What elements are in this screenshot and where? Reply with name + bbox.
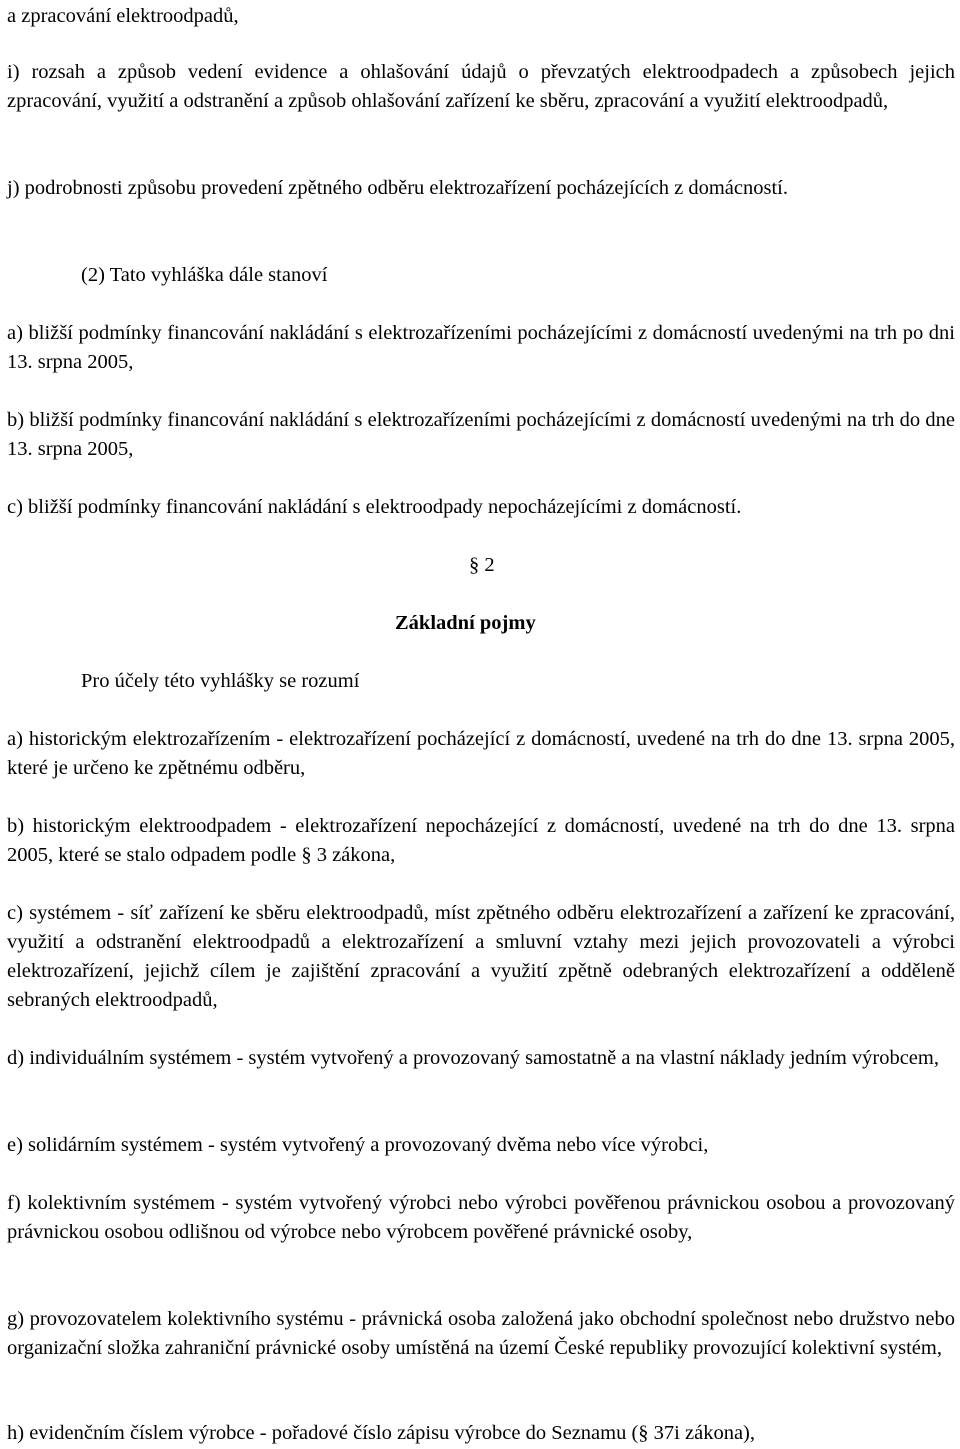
paragraph-i: i) rozsah a způsob vedení evidence a ohlašování údajů o převzatých elektroodpadech a způsobech jejich zpracování, využití a odstranění a způsob ohlašování zařízení ke sběru, zpracování a využití elektroodpadů,: [7, 61, 955, 112]
definition-e: e) solidárním systémem - systém vytvořený a provozovaný dvěma nebo více výrobci,: [7, 1134, 709, 1156]
definition-h: h) evidenčním číslem výrobce - pořadové číslo zápisu výrobce do Seznamu (§ 37i zákona),: [7, 1422, 755, 1444]
paragraph-j: j) podrobnosti způsobu provedení zpětného odběru elektrozařízení pocházejících z domácností.: [7, 177, 789, 199]
definition-d: d) individuálním systémem - systém vytvořený a provozovaný samostatně a na vlastní náklady jedním výrobcem,: [7, 1047, 939, 1069]
definition-f: f) kolektivním systémem - systém vytvořený výrobci nebo výrobci pověřenou právnickou osobou a provozovaný právnickou osobou odlišnou od výrobce nebo výrobcem pověřené právnické osoby,: [7, 1192, 955, 1243]
definition-c: c) systémem - síť zařízení ke sběru elektroodpadů, míst zpětného odběru elektrozařízení a zařízení ke zpracování, využití a odstranění elektroodpadů a elektrozařízení a smluvní vztahy mezi jejich provozovateli a výrobci elektrozařízení, jejichž cílem je zajištění zpracování a využití zpětně odebraných elektrozařízení a odděleně sebraných elektroodpadů,: [7, 902, 955, 1011]
section-number: § 2: [469, 554, 495, 576]
paragraph-2-intro: (2) Tato vyhláška dále stanoví: [81, 264, 328, 286]
definition-b: b) historickým elektroodpadem - elektrozařízení nepocházející z domácností, uvedené na trh do dne 13. srpna 2005, které se stalo odpadem podle § 3 zákona,: [7, 815, 955, 866]
section-title: Základní pojmy: [395, 612, 536, 634]
paragraph-h-tail: a zpracování elektroodpadů,: [7, 5, 239, 27]
paragraph-2a: a) bližší podmínky financování nakládání s elektrozařízeními pocházejícími z domácností uvedenými na trh po dni 13. srpna 2005,: [7, 322, 955, 373]
definitions-intro: Pro účely této vyhlášky se rozumí: [81, 670, 360, 692]
paragraph-2c: c) bližší podmínky financování nakládání s elektroodpady nepocházejícími z domácností.: [7, 496, 742, 518]
definition-g: g) provozovatelem kolektivního systému - právnická osoba založená jako obchodní společnost nebo družstvo nebo organizační složka zahraniční právnické osoby umístěná na území České republiky provozující kolektivní systém,: [7, 1308, 955, 1359]
definition-a: a) historickým elektrozařízením - elektrozařízení pocházející z domácností, uvedené na trh do dne 13. srpna 2005, které je určeno ke zpětnému odběru,: [7, 728, 955, 779]
paragraph-2b: b) bližší podmínky financování nakládání s elektrozařízeními pocházejícími z domácností uvedenými na trh do dne 13. srpna 2005,: [7, 409, 955, 460]
